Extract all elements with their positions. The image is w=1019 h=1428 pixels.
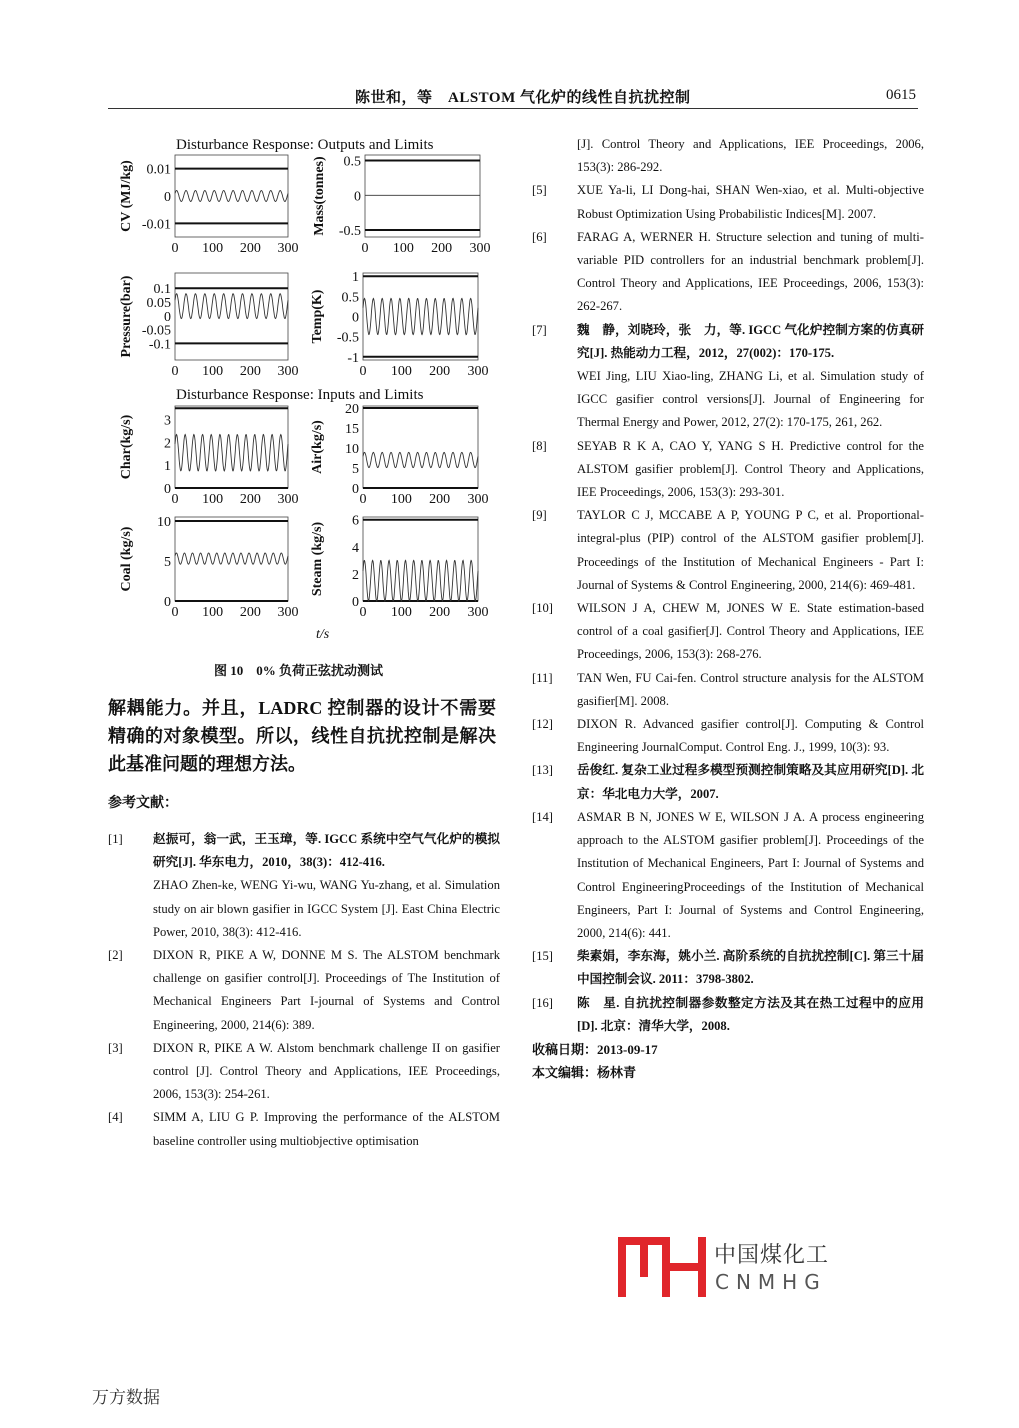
y-tick-label: 0 xyxy=(352,310,359,326)
reference-text-zh: 赵振可，翁一武，王玉璋，等. IGCC 系统中空气气化炉的模拟研究[J]. 华东电力，2010，38(3)：412-416. xyxy=(153,832,500,870)
x-tick-label: 300 xyxy=(277,364,299,379)
reference-number: [2] xyxy=(108,948,123,963)
x-tick-label: 0 xyxy=(171,364,179,379)
body-paragraph: 解耦能力。并且，LADRC 控制器的设计不需要精确的对象模型。所以，线性自抗扰控制是解决此基准问题的理想方法。 xyxy=(108,698,496,774)
plot-frame xyxy=(365,155,480,237)
y-axis-label: Air(kg/s) xyxy=(310,420,325,474)
reference-number: [14] xyxy=(532,809,553,824)
reference-number: [6] xyxy=(532,229,547,244)
x-tick-label: 200 xyxy=(429,605,451,620)
subplot-pressure-bar- xyxy=(119,273,299,379)
reference-item xyxy=(532,667,924,713)
subplot-air-kg-s- xyxy=(310,402,489,507)
y-tick-label: 6 xyxy=(352,513,359,529)
x-tick-label: 100 xyxy=(202,492,224,507)
subplot-mass-tonnes- xyxy=(312,155,491,256)
x-tick-label: 300 xyxy=(467,605,489,620)
y-tick-label: -0.1 xyxy=(148,337,171,353)
y-tick-label: 0 xyxy=(164,309,171,325)
y-axis-label: Char(kg/s) xyxy=(119,414,134,480)
y-tick-label: 0 xyxy=(164,595,171,610)
reference-item xyxy=(532,504,924,597)
reference-text-text: DIXON R. Advanced gasifier control[J]. Computing & Control Engineering JournalComput. Control Eng. J., 1999, 10(3): 93. xyxy=(577,717,924,755)
x-axis-label: t/s xyxy=(316,627,330,642)
signal-line xyxy=(363,452,478,467)
signal-line xyxy=(175,435,288,471)
reference-item xyxy=(532,759,924,805)
reference-text-text: ASMAR B N, JONES W E, WILSON J A. A process engineering approach to the ALSTOM gasifier problem[J]. Proceedings of the Institution of Mechanical Engineers, Part I: Journal of Systems and Control EngineeringProceedings of the Institution of Mechanical Engineers, Part I: Journal of Systems and Control Engineering, 2000, 214(6): 441. xyxy=(577,809,924,940)
y-tick-label: -0.05 xyxy=(141,323,171,339)
signal-line xyxy=(175,553,288,564)
x-tick-label: 0 xyxy=(361,241,369,256)
x-tick-label: 300 xyxy=(277,492,299,507)
reference-number: [7] xyxy=(532,322,547,337)
signal-line xyxy=(175,294,288,319)
x-tick-label: 200 xyxy=(429,364,451,379)
y-tick-label: -0.5 xyxy=(336,330,359,346)
subplot-cv-mj-kg- xyxy=(119,155,299,256)
page-number: 0615 xyxy=(886,87,916,103)
x-tick-label: 100 xyxy=(390,605,412,620)
reference-text-text: TAN Wen, FU Cai-fen. Control structure analysis for the ALSTOM gasifier[M]. 2008. xyxy=(577,670,924,708)
subplot-steam-kg-s- xyxy=(310,514,489,620)
y-tick-label: 5 xyxy=(352,462,359,477)
reference-item xyxy=(108,1106,500,1152)
y-tick-label: 15 xyxy=(345,422,359,437)
y-tick-label: -0.01 xyxy=(141,217,171,233)
references-left-column xyxy=(108,828,500,1153)
meta-received: 收稿日期：2013-09-17 xyxy=(532,1041,658,1057)
plot-frame xyxy=(175,155,288,237)
y-tick-label: 4 xyxy=(352,540,359,556)
reference-item xyxy=(108,828,500,944)
reference-item xyxy=(532,226,924,319)
reference-number: [1] xyxy=(108,832,123,846)
x-tick-label: 100 xyxy=(392,241,414,256)
reference-number: [4] xyxy=(108,1110,123,1125)
reference-item xyxy=(108,1037,500,1107)
reference-item xyxy=(532,435,924,505)
y-tick-label: 1 xyxy=(164,459,171,475)
x-tick-label: 200 xyxy=(429,492,451,507)
meta-editor: 本文编辑：杨林青 xyxy=(532,1065,637,1081)
reference-number: [16] xyxy=(532,995,553,1010)
y-axis-label: Pressure(bar) xyxy=(119,275,134,358)
running-title: 陈世和，等 ALSTOM 气化炉的线性自抗扰控制 xyxy=(355,90,691,106)
y-tick-label: 0.1 xyxy=(153,282,171,298)
reference-text-en: WEI Jing, LIU Xiao-ling, ZHANG Li, et al. Simulation study of IGCC gasifier control versions[J]. Journal of Engineering for Thermal Energy and Power, 2012, 27(2): 170-175, 261, 262. xyxy=(577,369,924,430)
logo-text-en: CNMHG xyxy=(715,1270,827,1294)
reference-number: [3] xyxy=(108,1040,123,1055)
reference-text-zh: 柴素娟，李东海，姚小兰. 高阶系统的自抗扰控制[C]. 第三十届中国控制会议. 2011：3798-3802. xyxy=(577,949,924,987)
y-tick-label: 1 xyxy=(352,270,359,286)
reference-text-zh: 魏 静，刘晓玲，张 力，等. IGCC 气化炉控制方案的仿真研究[J]. 热能动力工程，2012，27(002)：170-175. xyxy=(577,322,924,360)
reference-number: [10] xyxy=(532,601,553,616)
y-tick-label: 0.01 xyxy=(146,162,171,178)
x-tick-label: 100 xyxy=(202,241,224,256)
references-right-column xyxy=(532,133,924,1084)
y-tick-label: 2 xyxy=(352,567,359,583)
y-tick-label: 0 xyxy=(164,190,171,205)
reference-item xyxy=(108,944,500,1037)
y-axis-label: Temp(K) xyxy=(310,289,325,344)
reference-number: [9] xyxy=(532,508,547,523)
x-tick-label: 0 xyxy=(171,492,179,507)
x-tick-label: 100 xyxy=(202,364,224,379)
reference-number: [11] xyxy=(532,670,553,685)
reference-item xyxy=(532,133,924,179)
x-tick-label: 0 xyxy=(171,241,179,256)
reference-text-text: SEYAB R K A, CAO Y, YANG S H. Predictive control for the ALSTOM gasifier problem[J]. Control Theory and Applications, IEE Proceedings, 2006, 153(3): 293-301. xyxy=(577,438,924,500)
reference-text-text: SIMM A, LIU G P. Improving the performance of the ALSTOM baseline controller using multiobjective optimisation xyxy=(153,1110,500,1148)
reference-number: [13] xyxy=(532,763,553,778)
x-tick-label: 0 xyxy=(171,605,179,620)
y-tick-label: 0 xyxy=(352,482,359,497)
y-tick-label: 3 xyxy=(164,413,171,429)
reference-item xyxy=(532,945,924,991)
reference-number: [12] xyxy=(532,717,553,732)
reference-text-text: [J]. Control Theory and Applications, IEE Proceedings, 2006, 153(3): 286-292. xyxy=(577,137,924,175)
x-tick-label: 100 xyxy=(390,364,412,379)
subplot-char-kg-s- xyxy=(119,406,299,507)
reference-text-zh: 陈 星. 自抗扰控制器参数整定方法及其在热工过程中的应用[D]. 北京：清华大学，2008. xyxy=(577,995,924,1033)
y-tick-label: 0.5 xyxy=(341,290,359,306)
x-tick-label: 100 xyxy=(390,492,412,507)
reference-text-text: DIXON R, PIKE A W. Alstom benchmark challenge II on gasifier control [J]. Control Theory and Applications, IEE Proceedings, 2006, 153(3): 254-261. xyxy=(153,1040,500,1102)
x-tick-label: 0 xyxy=(359,364,367,379)
reference-number: [5] xyxy=(532,183,547,198)
x-tick-label: 0 xyxy=(359,492,367,507)
reference-item xyxy=(532,597,924,667)
x-tick-label: 200 xyxy=(239,492,261,507)
y-tick-label: 0.5 xyxy=(343,154,361,170)
reference-number: [15] xyxy=(532,949,553,964)
x-tick-label: 200 xyxy=(239,605,261,620)
subplot-coal-kg-s- xyxy=(119,515,299,620)
y-axis-label: Steam (kg/s) xyxy=(310,521,325,597)
x-tick-label: 300 xyxy=(469,241,491,256)
y-tick-label: -1 xyxy=(347,350,359,366)
footer-source: 万方数据 xyxy=(92,1388,160,1408)
references-heading: 参考文献： xyxy=(108,796,178,811)
figure-caption: 图 10 0% 负荷正弦扰动测试 xyxy=(214,663,384,678)
x-tick-label: 300 xyxy=(277,605,299,620)
reference-item xyxy=(532,992,924,1038)
signal-line xyxy=(175,191,288,202)
logo-mark xyxy=(618,1237,706,1297)
x-tick-label: 200 xyxy=(431,241,453,256)
x-tick-label: 200 xyxy=(239,241,261,256)
reference-item xyxy=(532,713,924,759)
y-tick-label: 0.05 xyxy=(146,296,171,311)
y-tick-label: 0 xyxy=(352,595,359,610)
x-tick-label: 0 xyxy=(359,605,367,620)
reference-item xyxy=(532,806,924,945)
subplot-temp-k- xyxy=(310,270,489,379)
reference-text-en: ZHAO Zhen-ke, WENG Yi-wu, WANG Yu-zhang, et al. Simulation study on air blown gasifier in IGCC System [J]. East China Electric Power, 2010, 38(3): 412-416. xyxy=(153,878,500,939)
reference-text-text: WILSON J A, CHEW M, JONES W E. State estimation-based control of a coal gasifier[J]. Control Theory and Applications, IEE Proceedings, 2006, 153(3): 268-276. xyxy=(577,601,924,662)
y-tick-label: -0.5 xyxy=(338,224,361,240)
y-tick-label: 10 xyxy=(345,442,359,457)
y-tick-label: 5 xyxy=(164,555,171,570)
y-tick-label: 0 xyxy=(354,189,361,205)
signal-line xyxy=(363,298,478,334)
reference-item xyxy=(532,319,924,435)
reference-text-zh: 岳俊红. 复杂工业过程多模型预测控制策略及其应用研究[D]. 北京：华北电力大学，2007. xyxy=(577,763,924,801)
x-tick-label: 300 xyxy=(467,364,489,379)
plot-frame xyxy=(363,406,478,488)
reference-number: [8] xyxy=(532,438,547,453)
signal-line xyxy=(363,560,478,601)
logo-text-cn: 中国煤化工 xyxy=(714,1243,830,1268)
figure-group-title: Disturbance Response: Inputs and Limits xyxy=(176,387,424,403)
y-axis-label: Coal (kg/s) xyxy=(119,526,134,592)
reference-item xyxy=(532,179,924,225)
x-tick-label: 300 xyxy=(467,492,489,507)
reference-text-text: XUE Ya-li, LI Dong-hai, SHAN Wen-xiao, et al. Multi-objective Robust Optimization Using Probabilistic Indices[M]. 2007. xyxy=(577,183,924,221)
y-tick-label: 20 xyxy=(345,402,359,417)
reference-text-text: FARAG A, WERNER H. Structure selection and tuning of multi-variable PID controllers for an industrial benchmark problem[J]. Control Theory and Applications, IEE Proceedings, 2006, 153(3): 262-267. xyxy=(577,229,924,314)
cnmhg-logo xyxy=(618,1237,708,1297)
x-tick-label: 100 xyxy=(202,605,224,620)
y-axis-label: CV (MJ/kg) xyxy=(119,160,134,232)
y-tick-label: 0 xyxy=(164,482,171,497)
x-tick-label: 300 xyxy=(277,241,299,256)
reference-text-text: DIXON R, PIKE A W, DONNE M S. The ALSTOM benchmark challenge on gasifier control[J]. Proceedings of The Institution of Mechanical Engineers Part I-journal of Systems and Control Engineering, 2000, 214(6): 389. xyxy=(153,948,500,1032)
figure-group-title: Disturbance Response: Outputs and Limits xyxy=(176,137,434,153)
y-tick-label: 10 xyxy=(157,515,171,530)
x-tick-label: 200 xyxy=(239,364,261,379)
reference-text-text: TAYLOR C J, MCCABE A P, YOUNG P C, et al. Proportional-integral-plus (PIP) control of the ALSTOM gasifier problem[J]. Proceedings of the Institution of Mechanical Engineers - Part I: Journal of Systems & Control Engineering, 2000, 214(6): 469-481. xyxy=(577,508,924,592)
y-tick-label: 2 xyxy=(164,436,171,452)
y-axis-label: Mass(tonnes) xyxy=(312,156,327,236)
